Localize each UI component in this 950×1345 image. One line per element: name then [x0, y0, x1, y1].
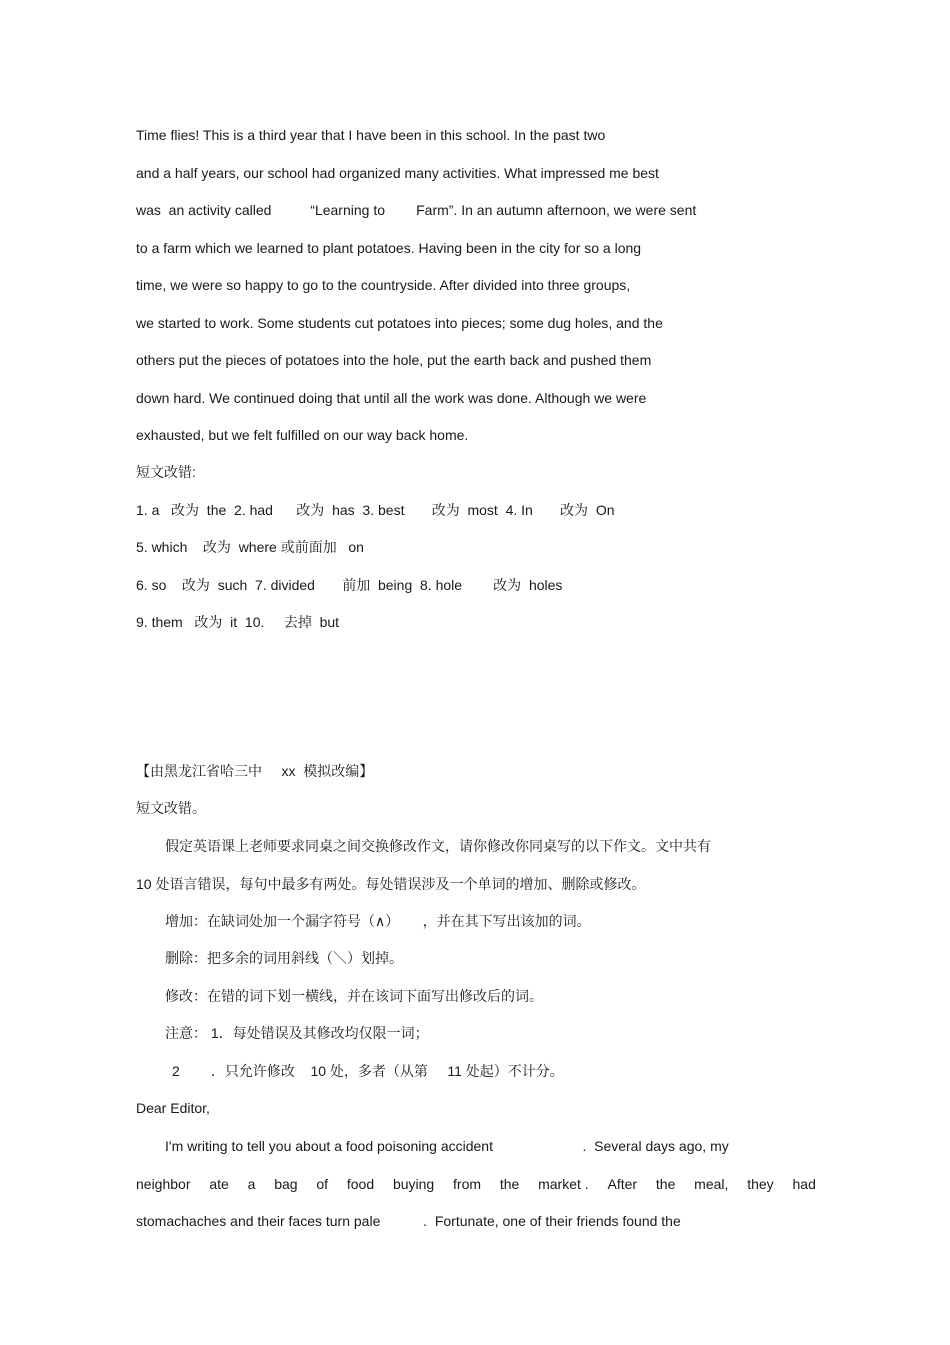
passage-line-4: to a farm which we learned to plant potatoes. Having been in the city for so a long — [136, 240, 642, 256]
answer-line-1: 1. a 改为 the 2. had 改为 has 3. best 改为 most 4. In 改为 On — [136, 502, 615, 518]
passage-line-2: and a half years, our school had organized many activities. What impressed me best — [136, 165, 659, 181]
word: had — [792, 1176, 816, 1192]
word: of — [316, 1176, 329, 1192]
passage-line-8: down hard. We continued doing that until all the work was done. Although we were — [136, 390, 647, 406]
word: from — [453, 1176, 482, 1192]
word: meal, — [694, 1176, 729, 1192]
instruction-modify: 修改：在错的词下划一横线，并在该词下面写出修改后的词。 — [165, 988, 543, 1004]
word: After — [607, 1176, 638, 1192]
instruction-line-1: 假定英语课上老师要求同桌之间交换修改作文，请你修改你同桌写的以下作文。文中共有 — [165, 838, 711, 854]
instruction-note-2: 2 ．只允许修改 10 处，多者（从第 11 处起）不计分。 — [172, 1063, 564, 1079]
passage-line-5: time, we were so happy to go to the countryside. After divided into three groups, — [136, 277, 631, 293]
word: food — [346, 1176, 375, 1192]
letter-line-1: I'm writing to tell you about a food poisoning accident . Several days ago, my — [165, 1138, 729, 1154]
passage-line-6: we started to work. Some students cut potatoes into pieces; some dug holes, and the — [136, 315, 663, 331]
passage-line-1: Time flies! This is a third year that I have been in this school. In the past two — [136, 127, 606, 143]
instruction-line-2: 10 处语言错误，每句中最多有两处。每处错误涉及一个单词的增加、删除或修改。 — [136, 876, 646, 892]
letter-line-2 — [136, 1175, 816, 1193]
word: they — [747, 1176, 774, 1192]
answer-line-2: 5. which 改为 where 或前面加 on — [136, 539, 364, 555]
instruction-delete: 删除：把多余的词用斜线（＼）划掉。 — [165, 950, 403, 966]
answers-heading: 短文改错: — [136, 464, 196, 480]
instruction-note-1: 注意： 1．每处错误及其修改均仅限一词； — [165, 1025, 429, 1041]
source-note: 【由黑龙江省哈三中 xx 模拟改编】 — [136, 763, 374, 779]
section-heading: 短文改错。 — [136, 800, 206, 816]
word: the — [655, 1176, 676, 1192]
letter-line-3: stomachaches and their faces turn pale . Fortunate, one of their friends found the — [136, 1213, 681, 1229]
instruction-add: 增加：在缺词处加一个漏字符号（∧） ，并在其下写出该加的词。 — [165, 913, 591, 929]
word: the — [499, 1176, 520, 1192]
answer-line-3: 6. so 改为 such 7. divided 前加 being 8. hole 改为 holes — [136, 577, 563, 593]
letter-salutation: Dear Editor, — [136, 1100, 210, 1116]
answer-line-4: 9. them 改为 it 10. 去掉 but — [136, 614, 340, 630]
passage-line-7: others put the pieces of potatoes into the hole, put the earth back and pushed them — [136, 352, 652, 368]
word: neighbor — [136, 1176, 191, 1192]
word: market . — [538, 1176, 589, 1192]
passage-line-3: was an activity called “Learning to Farm”. In an autumn afternoon, we were sent — [136, 202, 697, 218]
word: buying — [392, 1176, 435, 1192]
passage-line-9: exhausted, but we felt fulfilled on our way back home. — [136, 427, 469, 443]
word: ate — [209, 1176, 229, 1192]
word: bag — [274, 1176, 298, 1192]
word: a — [247, 1176, 256, 1192]
